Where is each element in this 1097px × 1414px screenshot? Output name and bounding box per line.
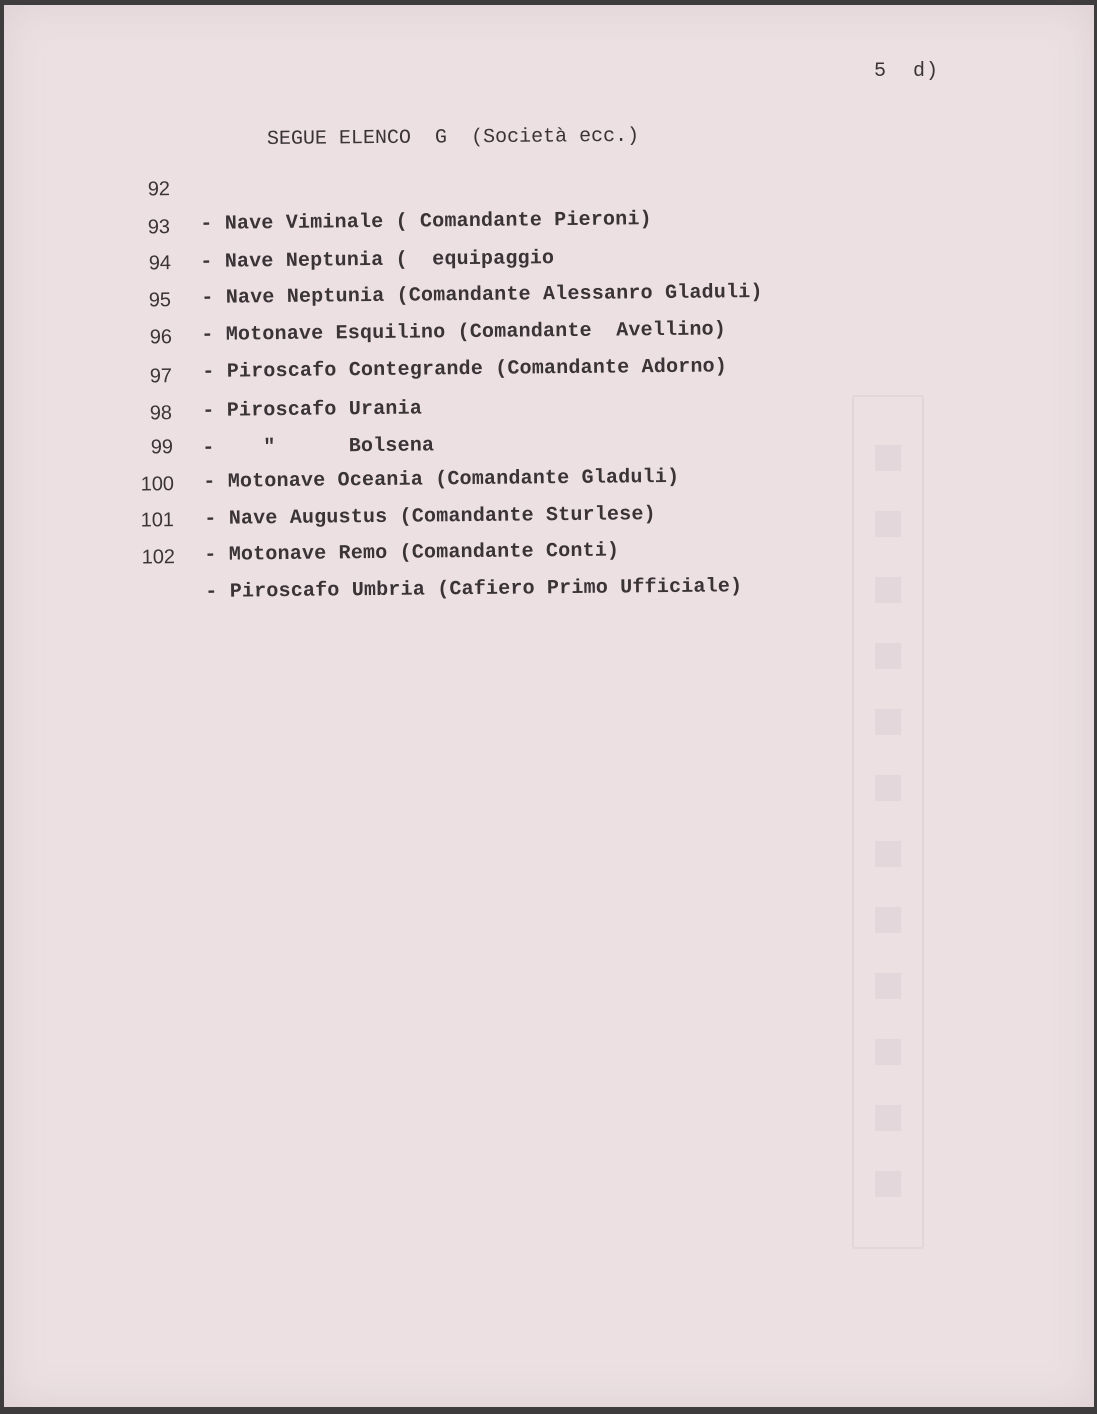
document-page	[4, 5, 1094, 1407]
item-text: - Motonave Remo (Comandante Conti)	[204, 539, 620, 567]
item-number: 102	[141, 546, 176, 569]
item-number: 98	[149, 402, 173, 425]
item-number: 101	[140, 509, 175, 532]
item-text: - Piroscafo Urania	[202, 397, 423, 423]
item-text: - Motonave Esquilino (Comandante Avellino)	[201, 318, 727, 347]
item-text: - Nave Viminale ( Comandante Pieroni)	[200, 208, 652, 236]
item-text: - Nave Augustus (Comandante Sturlese)	[204, 503, 656, 531]
item-number: 99	[150, 436, 174, 459]
item-text: - Nave Neptunia (Comandante Alessanro Gladuli)	[201, 280, 763, 310]
item-number: 92	[147, 178, 171, 201]
item-number: 93	[147, 216, 171, 239]
item-text: - Motonave Oceania (Comandante Gladuli)	[203, 465, 680, 494]
item-text: - Nave Neptunia ( equipaggio	[200, 247, 555, 274]
item-number: 94	[148, 252, 172, 275]
item-number: 95	[148, 289, 172, 312]
item-text: - " Bolsena	[202, 434, 435, 460]
item-number: 96	[149, 326, 173, 349]
page-reference: 5 d)	[874, 60, 940, 83]
paper-watermark: ■■■■■■■■■■■■	[852, 395, 924, 1249]
list-item	[141, 539, 743, 604]
item-number: 100	[140, 473, 175, 496]
item-text: - Piroscafo Contegrande (Comandante Adorno)	[202, 355, 728, 384]
item-text: - Piroscafo Umbria (Cafiero Primo Ufficiale)	[205, 575, 743, 604]
list-heading: SEGUE ELENCO G (Società ecc.)	[266, 124, 640, 151]
item-number: 97	[149, 365, 173, 388]
